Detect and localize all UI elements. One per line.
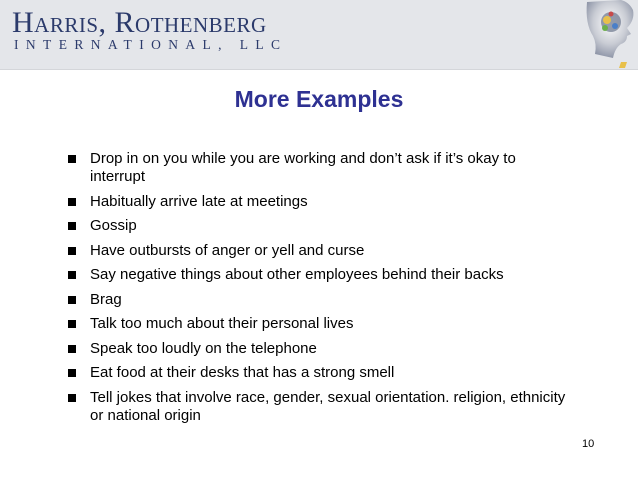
page-number: 10 (582, 438, 595, 450)
bullet-list (68, 150, 568, 431)
bullet-text: Habitually arrive late at meetings (90, 192, 308, 210)
square-bullet-icon (68, 296, 76, 304)
slide-title: More Examples (234, 86, 404, 112)
company-name: Harris, Rothenberg (12, 6, 267, 39)
list-item (68, 389, 568, 425)
header-bar (0, 0, 638, 70)
square-bullet-icon (68, 247, 76, 255)
list-item (68, 291, 568, 309)
bullet-text: Tell jokes that involve race, gender, sexual orientation. religion, ethnicity or national origin (90, 388, 566, 424)
bullet-text: Drop in on you while you are working and don’t ask if it’s okay to interrupt (90, 150, 516, 185)
square-bullet-icon (68, 222, 76, 230)
square-bullet-icon (68, 394, 76, 402)
square-bullet-icon (68, 155, 76, 163)
list-item (68, 315, 568, 333)
list-item (68, 242, 568, 260)
list-item (68, 217, 568, 235)
bullet-text: Talk too much about their personal lives (90, 315, 354, 332)
bullet-text: Have outbursts of anger or yell and curse (90, 241, 365, 259)
square-bullet-icon (68, 320, 76, 328)
list-item (68, 193, 568, 211)
list-item (68, 340, 568, 358)
list-item (68, 266, 568, 284)
square-bullet-icon (68, 198, 76, 206)
bullet-text: Gossip (90, 217, 137, 234)
list-item (68, 150, 568, 186)
bullet-text: Eat food at their desks that has a strong smell (90, 364, 395, 381)
square-bullet-icon (68, 271, 76, 279)
square-bullet-icon (68, 345, 76, 353)
head-silhouette-logo-icon (577, 0, 638, 69)
bullet-text: Speak too loudly on the telephone (90, 339, 317, 357)
company-subtitle: INTERNATIONAL, LLC (14, 37, 288, 52)
square-bullet-icon (68, 369, 76, 377)
list-item (68, 364, 568, 382)
bullet-text: Say negative things about other employees behind their backs (90, 266, 504, 283)
bullet-text: Brag (90, 290, 122, 308)
